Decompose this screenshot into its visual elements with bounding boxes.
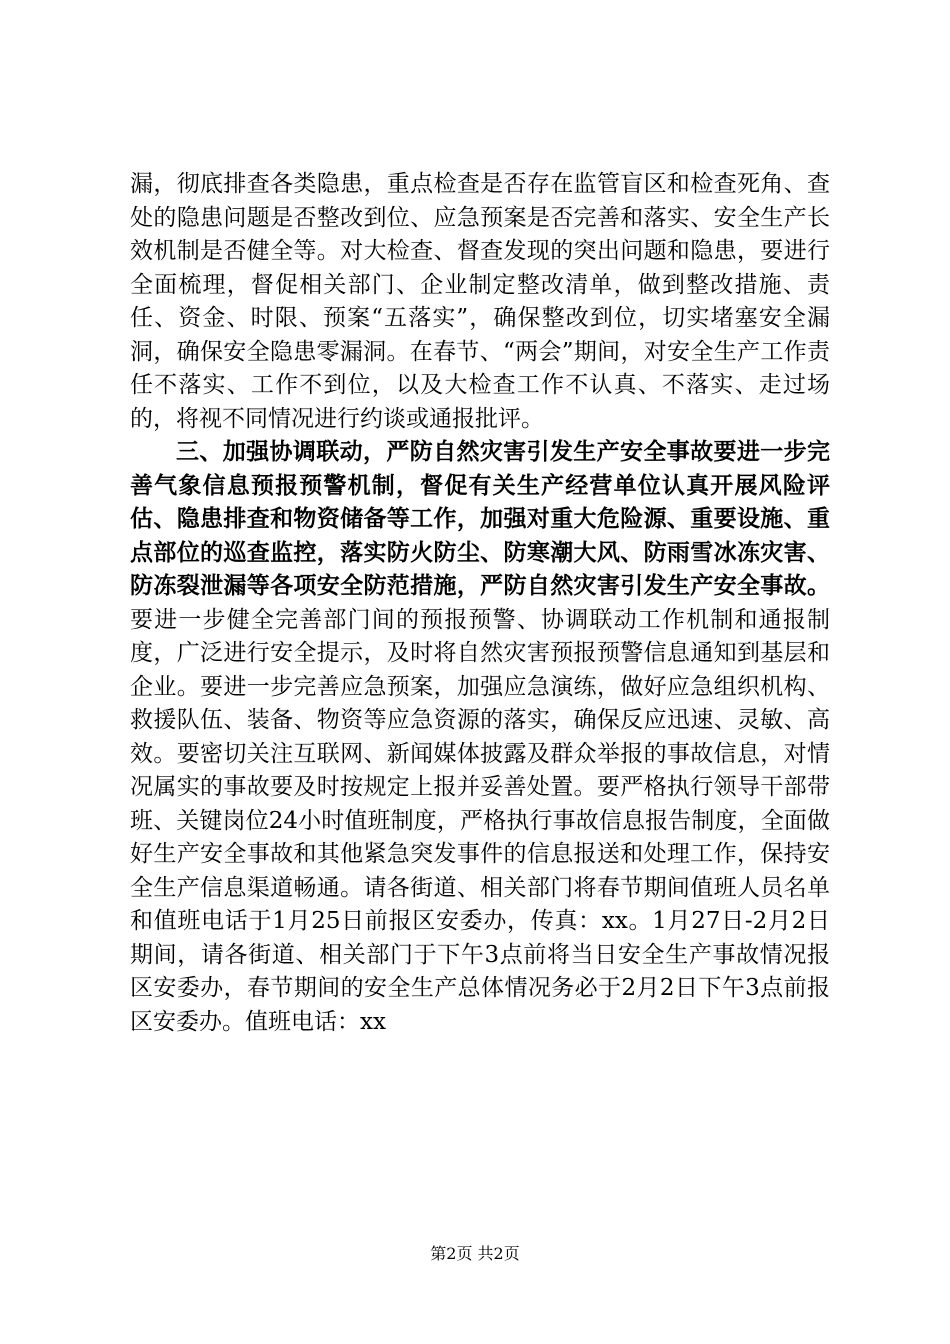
section-three-heading-text: 三、加强协调联动，严防自然灾害引发生产安全事故要进一步完善气象信息预报预警机制，督促有关生产经营单位认真开展风险评估、隐患排查和物资储备等工作，加强对重大危险源、重要设施、重点部位的巡查监控，落实防火防尘、防寒潮大风、防雨雪冰冻灾害、防冻裂泄漏等各项安全防范措施，严防自然灾害引发生产安全事故。 [130,439,830,599]
paragraph-continued: 漏，彻底排查各类隐患，重点检查是否存在监管盲区和检查死角、查处的隐患问题是否整改到位、应急预案是否完善和落实、安全生产长效机制是否健全等。对大检查、督查发现的突出问题和隐患，要进行全面梳理，督促相关部门、企业制定整改清单，做到整改措施、责任、资金、时限、预案“五落实”，确保整改到位，切实堵塞安全漏洞，确保安全隐患零漏洞。在春节、“两会”期间，对安全生产工作责任不落实、工作不到位，以及大检查工作不认真、不落实、走过场的，将视不同情况进行约谈或通报批评。 [130,171,830,432]
section-three-body-text: 要进一步健全完善部门间的预报预警、协调联动工作机制和通报制度，广泛进行安全提示，及时将自然灾害预报预警信息通知到基层和企业。要进一步完善应急预案，加强应急演练，做好应急组织机构、救援队伍、装备、物资等应急资源的落实，确保反应迅速、灵敏、高效。要密切关注互联网、新闻媒体披露及群众举报的事故信息，对情况属实的事故要及时按规定上报并妥善处置。要严格执行领导干部带班、关键岗位24小时值班制度，严格执行事故信息报告制度，全面做好生产安全事故和其他紧急突发事件的信息报送和处理工作，保持安全生产信息渠道畅通。请各街道、相关部门将春节期间值班人员名单和值班电话于1月25日前报区安委办，传真：xx。1月27日-2月2日期间，请各街道、相关部门于下午3点前将当日安全生产事故情况报区安委办，春节期间的安全生产总体情况务必于2月2日下午3点前报区安委办。值班电话：xx [130,606,830,1035]
page-number-footer: 第2页 共2页 [430,1244,520,1263]
document-body [130,168,830,1039]
paragraph-section-three [130,436,830,1039]
